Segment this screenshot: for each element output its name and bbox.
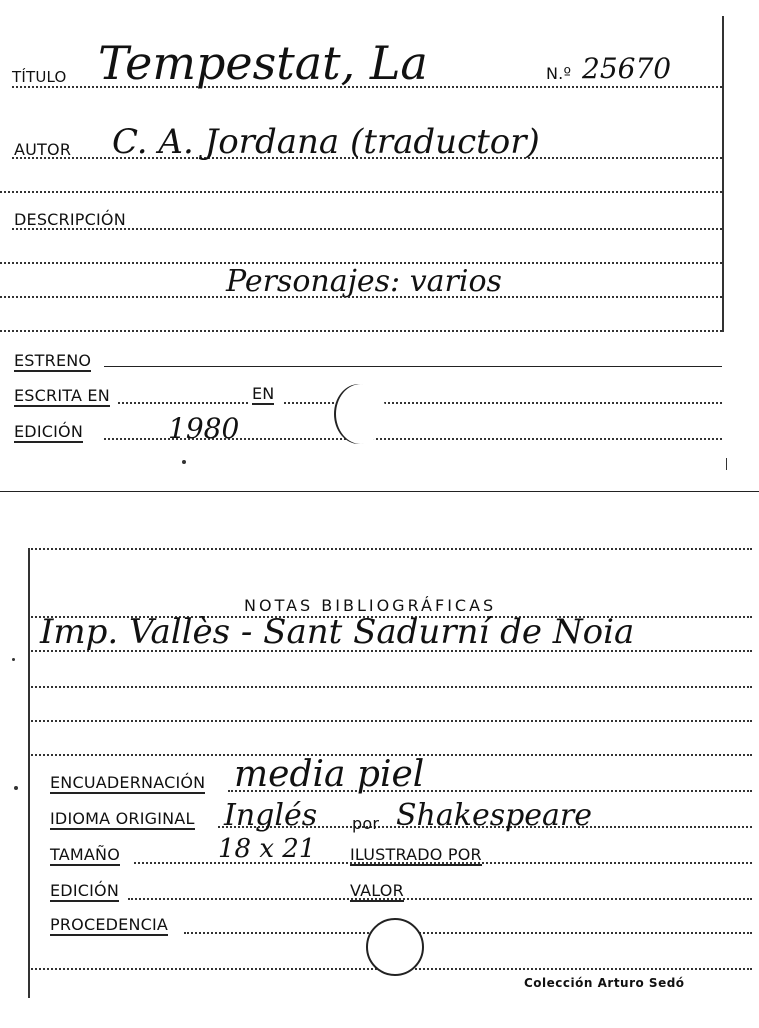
numero-label: N.º: [546, 64, 572, 83]
en-label: EN: [252, 384, 275, 403]
procedencia-label: PROCEDENCIA: [50, 915, 169, 934]
encuadernacion-value: media piel: [234, 754, 425, 795]
descripcion-value: Personajes: varios: [226, 264, 502, 299]
numero-value: 25670: [582, 52, 672, 85]
punch-hole-back: [366, 918, 424, 976]
catalog-card-back: [0, 540, 759, 1028]
escrita-en-label: ESCRITA EN: [14, 386, 110, 405]
valor-label: VALOR: [350, 881, 404, 900]
notes-line-2: [28, 650, 752, 652]
descripcion-label: DESCRIPCIÓN: [14, 210, 126, 229]
card-right-border: [722, 16, 724, 332]
card-separator: [0, 491, 759, 492]
notes-line-3: [28, 686, 752, 688]
edicion-label-back: EDICIÓN: [50, 881, 120, 900]
edicion-back-line: [128, 898, 752, 900]
tamano-label: TAMAÑO: [50, 845, 120, 864]
procedencia-line: [184, 932, 752, 934]
speck-left: [14, 786, 18, 790]
edicion-label: EDICIÓN: [14, 422, 84, 441]
tamano-value: 18 x 21: [218, 834, 316, 864]
idioma-label: IDIOMA ORIGINAL: [50, 809, 195, 828]
estreno-label: ESTRENO: [14, 351, 92, 370]
encuadernacion-label: ENCUADERNACIÓN: [50, 773, 206, 792]
catalog-card-front: [0, 0, 759, 492]
estreno-line: [104, 366, 722, 367]
notas-heading: NOTAS BIBLIOGRÁFICAS: [244, 596, 497, 615]
top-border: [28, 548, 752, 550]
titulo-value: Tempestat, La: [98, 36, 428, 90]
autor-label: AUTOR: [14, 140, 72, 159]
notes-value: Imp. Vallès - Sant Sadurní de Noia: [40, 612, 635, 652]
titulo-label: TÍTULO: [12, 68, 67, 86]
footer-credit: Colección Arturo Sedó: [524, 976, 685, 990]
edge-mark: [726, 458, 727, 470]
edicion-value: 1980: [168, 412, 240, 445]
ilustrado-label: ILUSTRADO POR: [350, 845, 482, 864]
speck-left-2: [12, 658, 15, 661]
notes-line-4: [28, 720, 752, 722]
blank-line-3: [0, 296, 722, 298]
autor-value: C. A. Jordana (traductor): [112, 122, 540, 162]
descripcion-line: [12, 228, 722, 230]
speck: [182, 460, 186, 464]
idioma-value: Inglés: [224, 798, 318, 833]
por-value: Shakespeare: [396, 798, 593, 833]
por-label: por: [352, 814, 380, 833]
blank-line-4: [0, 330, 722, 332]
escrita-en-line: [118, 402, 248, 404]
punch-hole: [336, 384, 386, 444]
blank-line-1: [0, 191, 722, 193]
